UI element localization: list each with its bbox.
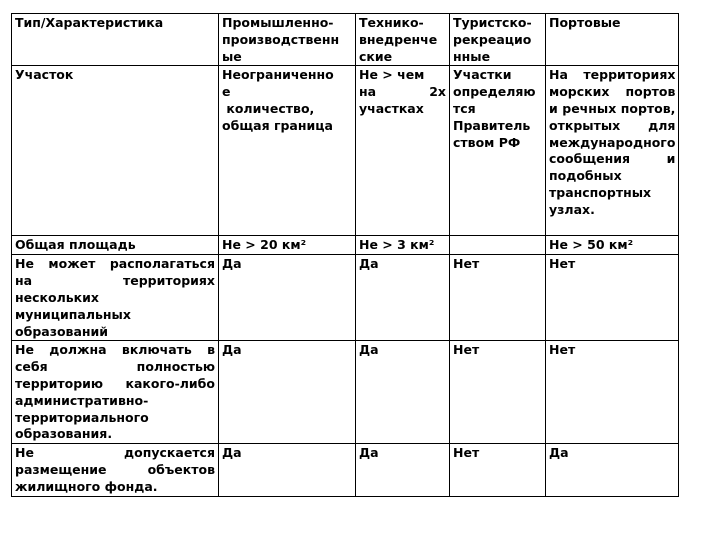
cell-industrial: Не > 20 км² xyxy=(219,236,356,255)
table-row xyxy=(12,236,679,255)
table-row xyxy=(12,66,679,236)
cell-technical: Не > 3 км² xyxy=(356,236,450,255)
row-label: Участок xyxy=(12,66,219,236)
cell-port: Да xyxy=(546,444,679,496)
cell-industrial: Да xyxy=(219,341,356,444)
cell-port: Нет xyxy=(546,255,679,341)
cell-tourist: Нет xyxy=(450,341,546,444)
cell-port: Не > 50 км² xyxy=(546,236,679,255)
cell-technical: Не > чем на 2х участках xyxy=(356,66,450,236)
row-label: Общая площадь xyxy=(12,236,219,255)
cell-tourist: Участки определяю тся Правитель ством РФ xyxy=(450,66,546,236)
header-characteristic: Тип/Характеристика xyxy=(12,14,219,66)
cell-port: На территориях морских портов и речных портов, открытых для международного сообщения и подобных транспортных узлах. xyxy=(546,66,679,236)
table-row xyxy=(12,444,679,496)
cell-industrial: Неограниченно е количество, общая граница xyxy=(219,66,356,236)
header-industrial: Промышленно- производственн ые xyxy=(219,14,356,66)
row-label: Не допускается размещение объектов жилищного фонда. xyxy=(12,444,219,496)
header-tourist: Туристско- рекреацио нные xyxy=(450,14,546,66)
cell-tourist: Нет xyxy=(450,255,546,341)
cell-tourist: Нет xyxy=(450,444,546,496)
cell-industrial: Да xyxy=(219,255,356,341)
table-row xyxy=(12,255,679,341)
header-technical: Технико- внедренче ские xyxy=(356,14,450,66)
zones-comparison-table xyxy=(11,13,679,497)
cell-tourist xyxy=(450,236,546,255)
cell-technical: Да xyxy=(356,255,450,341)
header-port: Портовые xyxy=(546,14,679,66)
table-header-row xyxy=(12,14,679,66)
table-row xyxy=(12,341,679,444)
cell-technical: Да xyxy=(356,341,450,444)
row-label: Не может располагаться на территориях нескольких муниципальных образований xyxy=(12,255,219,341)
row-label: Не должна включать в себя полностью территорию какого-либо административно-территориального образования. xyxy=(12,341,219,444)
cell-technical: Да xyxy=(356,444,450,496)
cell-industrial: Да xyxy=(219,444,356,496)
cell-port: Нет xyxy=(546,341,679,444)
